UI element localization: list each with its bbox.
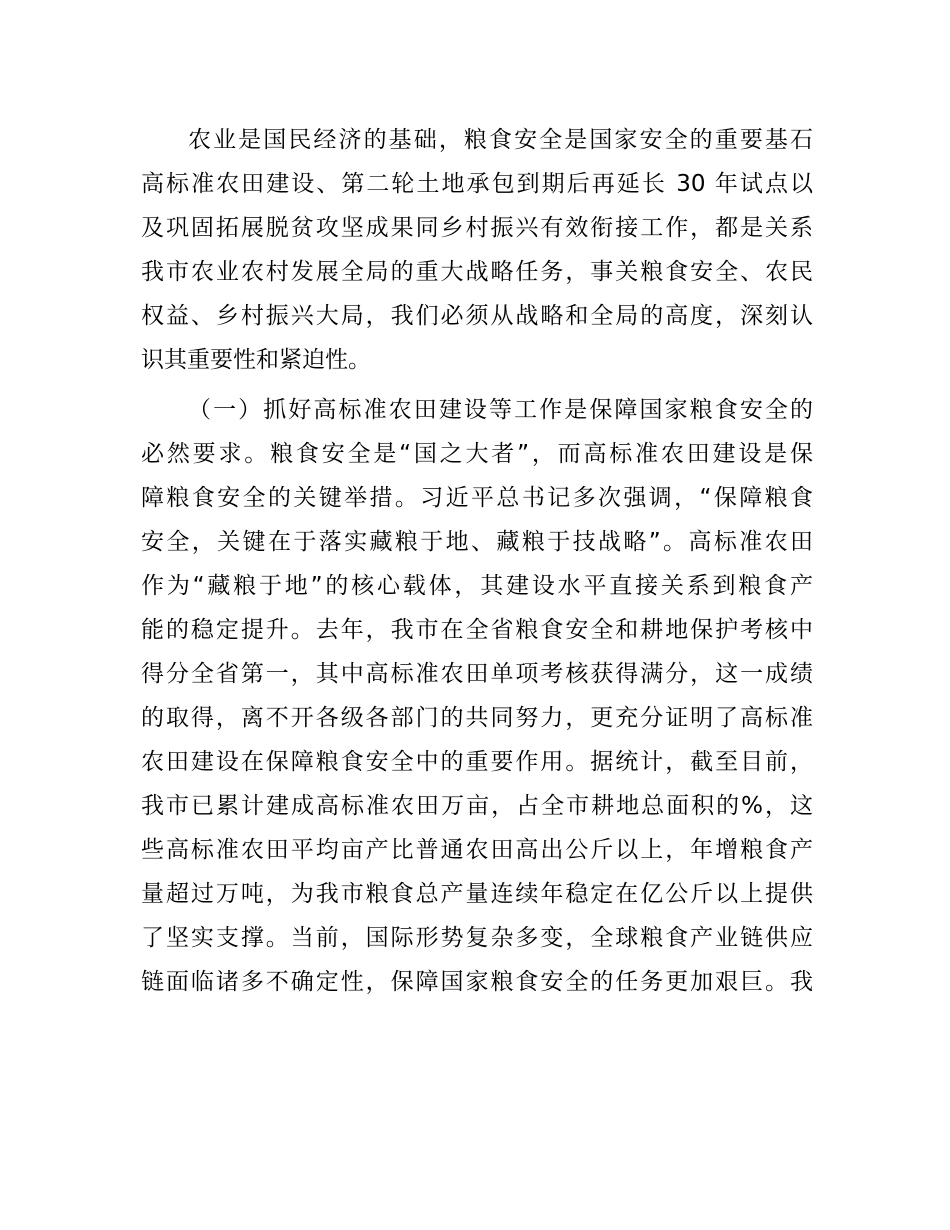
paragraph-line: 作为“藏粮于地”的核心载体，其建设水平直接关系到粮食产 [141,573,813,599]
paragraph-intro [141,118,813,382]
paragraph-line: 我市已累计建成高标准农田万亩，占全市耕地总面积的%，这 [141,793,813,819]
paragraph-line: 的取得，离不开各级各部门的共同努力，更充分证明了高标准 [141,705,813,731]
paragraph-line: 得分全省第一，其中高标准农田单项考核获得满分，这一成绩 [141,661,813,687]
paragraph-line: 必然要求。粮食安全是“国之大者”，而高标准农田建设是保 [141,441,813,467]
paragraph-line: 能的稳定提升。去年，我市在全省粮食安全和耕地保护考核中 [141,617,813,643]
paragraph-line: 些高标准农田平均亩产比普通农田高出公斤以上，年增粮食产 [141,837,813,863]
paragraph-line: 权益、乡村振兴大局，我们必须从战略和全局的高度，深刻认 [141,303,813,329]
paragraph-section-one [141,388,813,1004]
paragraph-line: 及巩固拓展脱贫攻坚成果同乡村振兴有效衔接工作，都是关系 [141,215,813,241]
paragraph-line: 识其重要性和紧迫性。 [141,347,371,373]
paragraph-line: 高标准农田建设、第二轮土地承包到期后再延长 30 年试点以 [141,171,813,197]
paragraph-line: 链面临诸多不确定性，保障国家粮食安全的任务更加艰巨。我 [141,969,813,995]
paragraph-line: 安全，关键在于落实藏粮于地、藏粮于技战略”。高标准农田 [141,529,813,555]
paragraph-line: 了坚实支撑。当前，国际形势复杂多变，全球粮食产业链供应 [141,925,813,951]
paragraph-line: 我市农业农村发展全局的重大战略任务，事关粮食安全、农民 [141,259,813,285]
paragraph-line: 量超过万吨，为我市粮食总产量连续年稳定在亿公斤以上提供 [141,881,813,907]
paragraph-line: 农业是国民经济的基础，粮食安全是国家安全的重要基石 [188,127,813,153]
paragraph-line: 障粮食安全的关键举措。习近平总书记多次强调，“保障粮食 [141,485,813,511]
paragraph-line: 农田建设在保障粮食安全中的重要作用。据统计，截至目前， [141,749,813,775]
paragraph-line: （一）抓好高标准农田建设等工作是保障国家粮食安全的 [188,397,813,423]
